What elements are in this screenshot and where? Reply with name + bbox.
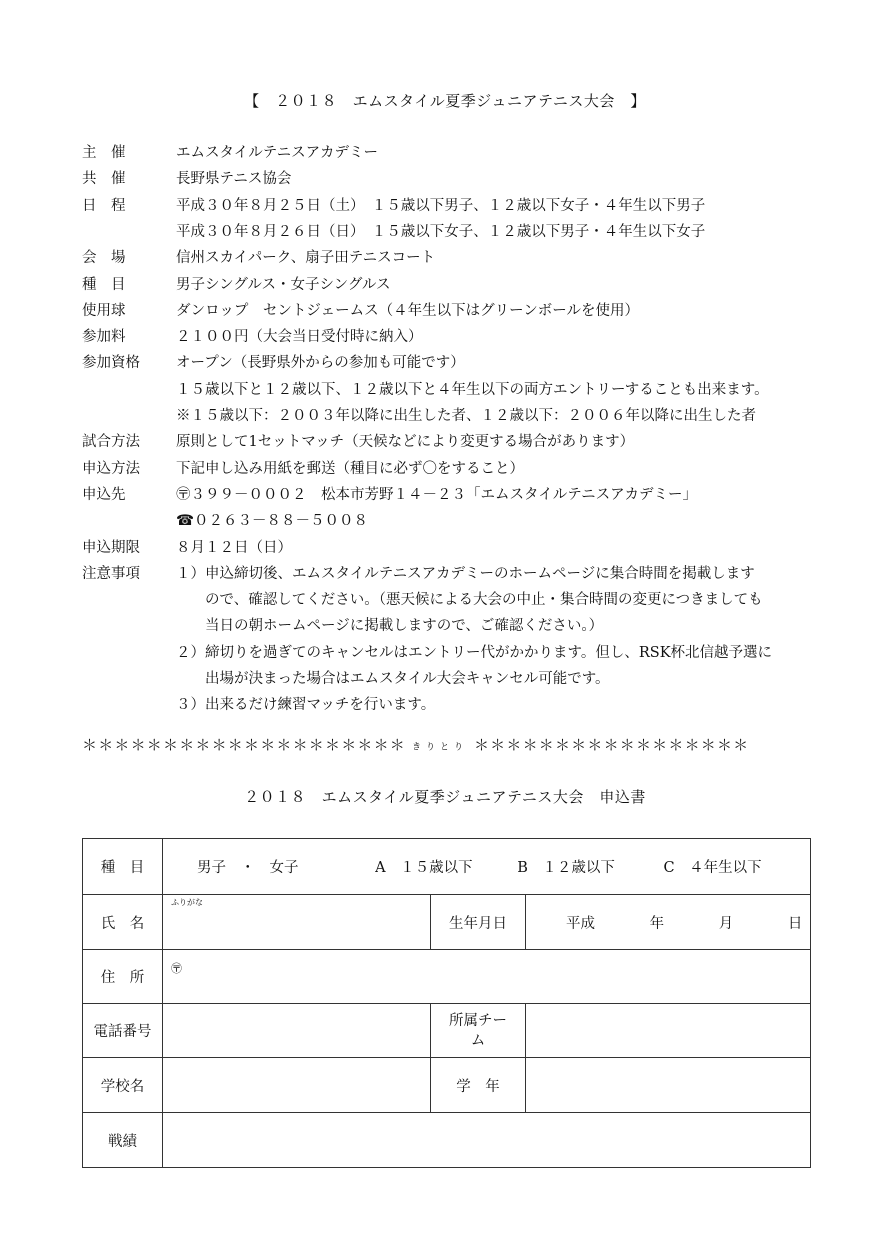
address-field[interactable] — [163, 950, 811, 1004]
grade-field[interactable] — [526, 1058, 811, 1113]
cut-text: きりとり — [411, 742, 468, 753]
note-line: ３）出来るだけ練習マッチを行います。 — [176, 697, 436, 714]
info-value: 下記申し込み用紙を郵送（種目に必ず〇をすること） — [176, 460, 524, 477]
birth-field[interactable] — [526, 895, 811, 950]
cut-line — [82, 734, 749, 755]
note-line: 当日の朝ホームページに掲載しますので、ご確認ください。） — [176, 618, 604, 635]
form-title: ２０１８ エムスタイル夏季ジュニアテニス大会 申込書 — [244, 788, 646, 806]
info-value: 平成３０年８月２６日（日） １５歳以下女子、１２歳以下男子・４年生以下女子 — [176, 223, 706, 240]
record-field[interactable] — [163, 1113, 811, 1168]
team-field[interactable] — [526, 1004, 811, 1058]
address-row — [83, 950, 811, 1004]
info-label: 主 催 — [82, 145, 126, 161]
application-form — [82, 838, 811, 1168]
info-value: 平成３０年８月２５日（土） １５歳以下男子、１２歳以下女子・４年生以下男子 — [176, 197, 706, 214]
event-row — [83, 839, 811, 895]
info-value: １５歳以下と１２歳以下、１２歳以下と４年生以下の両方エントリーすることも出来ます。 — [176, 381, 769, 398]
team-label — [431, 1004, 526, 1058]
birth-year: 年 — [649, 915, 665, 932]
info-label: 種 目 — [82, 276, 126, 293]
info-label: 参加資格 — [82, 355, 140, 372]
cut-stars-right: ＊＊＊＊＊＊＊＊＊＊＊＊＊＊＊＊＊ — [473, 736, 750, 754]
info-value: ２１００円（大会当日受付時に納入） — [176, 329, 423, 346]
info-label: 申込先 — [82, 486, 126, 503]
birth-day: 日 — [787, 915, 803, 932]
info-value: ８月１２日（日） — [176, 539, 292, 556]
event-c[interactable]: C ４年生以下 — [663, 860, 762, 876]
name-field[interactable] — [163, 895, 431, 950]
record-label: 戦績 — [83, 1113, 163, 1168]
event-a[interactable]: A １５歳以下 — [375, 860, 473, 876]
grade-label: 学 年 — [431, 1058, 526, 1113]
info-value: 長野県テニス協会 — [176, 171, 292, 188]
note-line: １）申込締切後、エムスタイルテニスアカデミーのホームページに集合時間を掲載します — [176, 565, 755, 582]
school-row — [83, 1058, 811, 1113]
info-label: 使用球 — [82, 302, 126, 319]
cut-stars-left: ＊＊＊＊＊＊＊＊＊＊＊＊＊＊＊＊＊＊＊＊ — [82, 736, 407, 754]
birth-label: 生年月日 — [431, 895, 526, 950]
info-label: 試合方法 — [82, 434, 140, 451]
phone-field[interactable] — [163, 1004, 431, 1058]
info-label: 申込方法 — [82, 460, 140, 477]
birth-month: 月 — [718, 915, 734, 932]
info-value: ※１５歳以下：２００３年以降に出生した者、１２歳以下：２００６年以降に出生した者 — [176, 408, 756, 424]
info-value: エムスタイルテニスアカデミー — [176, 145, 378, 161]
info-label: 共 催 — [82, 171, 126, 188]
school-label: 学校名 — [83, 1058, 163, 1113]
info-value: オープン（長野県外からの参加も可能です） — [176, 355, 465, 372]
phone-label: 電話番号 — [83, 1004, 163, 1058]
info-label: 申込期限 — [82, 539, 140, 556]
phone-row — [83, 1004, 811, 1058]
event-b[interactable]: B １２歳以下 — [517, 860, 615, 876]
page-title: 【 ２０１８ エムスタイル夏季ジュニアテニス大会 】 — [244, 92, 646, 110]
event-label: 種 目 — [83, 839, 163, 895]
info-value: 〶３９９－０００２ 松本市芳野１４－２３「エムスタイルテニスアカデミー」 — [176, 486, 697, 503]
info-value: 信州スカイパーク、扇子田テニスコート — [176, 250, 436, 267]
school-field[interactable] — [163, 1058, 431, 1113]
name-row — [83, 895, 811, 950]
record-row — [83, 1113, 811, 1168]
note-line: ので、確認してください。（悪天候による大会の中止・集合時間の変更につきましても — [176, 592, 763, 609]
notes-label: 注意事項 — [82, 565, 140, 582]
name-label: 氏 名 — [83, 895, 163, 950]
info-value: 男子シングルス・女子シングルス — [176, 276, 391, 293]
info-label: 会 場 — [82, 250, 126, 267]
event-gender[interactable]: 男子 ・ 女子 — [197, 860, 299, 876]
info-value: 原則として1セットマッチ（天候などにより変更する場合があります） — [176, 434, 635, 451]
furigana-label: ふりがな — [171, 898, 203, 907]
postal-mark: 〶 — [171, 962, 182, 975]
info-label: 参加料 — [82, 329, 126, 346]
info-label: 日 程 — [82, 197, 126, 214]
note-line: 出場が決まった場合はエムスタイル大会キャンセル可能です。 — [176, 671, 610, 687]
info-value: ☎０２６３－８８－５００８ — [176, 513, 369, 530]
address-label: 住 所 — [83, 950, 163, 1004]
note-line: ２）締切りを過ぎてのキャンセルはエントリー代がかかります。但し、RSK杯北信越予選に — [176, 644, 773, 661]
team-label-line2: ム — [470, 1032, 486, 1049]
info-value: ダンロップ セントジェームス（４年生以下はグリーンボールを使用） — [176, 302, 639, 319]
birth-era: 平成 — [566, 915, 595, 932]
event-options[interactable] — [163, 839, 811, 895]
team-label-line1: 所属チー — [449, 1012, 507, 1029]
